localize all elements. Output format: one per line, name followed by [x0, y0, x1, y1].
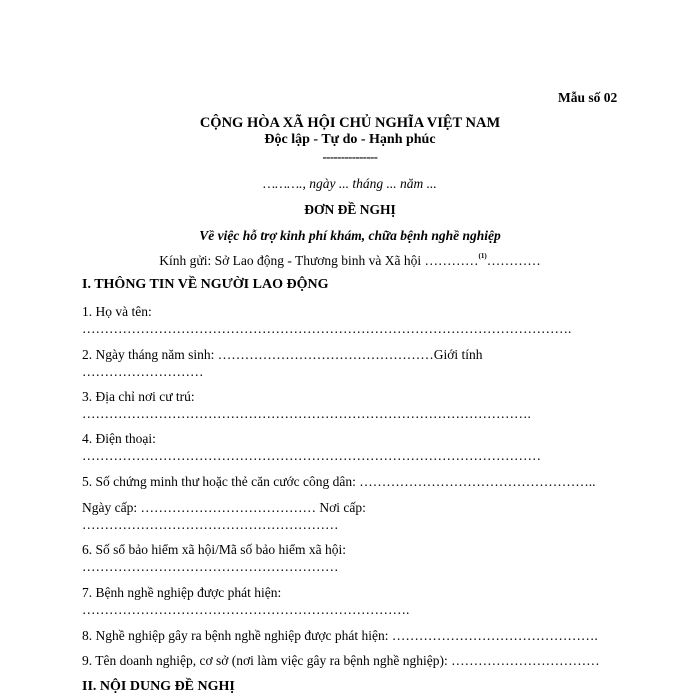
field-phone-label: 4. Điện thoại:	[82, 431, 156, 446]
field-occupation-label: 8. Nghề nghiệp gây ra bệnh nghề nghiệp được phát hiện: ……………………………………….	[82, 628, 598, 643]
field-employer-label: 9. Tên doanh nghiệp, cơ sở (nơi làm việc gây ra bệnh nghề nghiệp): ……………………………	[82, 653, 600, 668]
field-address-blank: ……………………………………………………………………………………….	[82, 406, 531, 421]
section-heading-worker-info: I. THÔNG TIN VỀ NGƯỜI LAO ĐỘNG	[82, 277, 329, 292]
field-full-name-blank: ……………………………………………………………………………………………….	[82, 321, 572, 336]
document-title: ĐƠN ĐỀ NGHỊ	[304, 202, 396, 217]
recipient-line	[0, 251, 700, 268]
section-heading-request-content: II. NỘI DUNG ĐỀ NGHỊ	[82, 679, 235, 694]
field-address-label: 3. Địa chỉ nơi cư trú:	[82, 389, 195, 404]
recipient-text: Kính gửi: Sở Lao động - Thương binh và Xã hội …………	[159, 253, 479, 268]
footnote-marker: (1)	[478, 251, 487, 260]
field-social-insurance-label: 6. Số sổ bảo hiểm xã hội/Mã số bảo hiểm xã hội:	[82, 542, 346, 557]
field-issue-date-label: Ngày cấp: ………………………………… Nơi cấp:	[82, 500, 366, 515]
field-full-name-label: 1. Họ và tên:	[82, 304, 152, 319]
field-phone-blank: …………………………………………………………………………………………	[82, 448, 541, 463]
document-subject: Về việc hỗ trợ kinh phí khám, chữa bệnh nghề nghiệp	[199, 228, 501, 243]
place-date-line: ………., ngày ... tháng ... năm ...	[263, 176, 437, 191]
field-issue-place-blank: …………………………………………………	[82, 517, 339, 532]
field-id-number-label: 5. Số chứng minh thư hoặc thẻ căn cước công dân: ……………………………………………..	[82, 474, 596, 489]
national-motto: Độc lập - Tự do - Hạnh phúc	[264, 132, 436, 147]
field-disease-blank: ……………………………………………………………….	[82, 602, 410, 617]
header-divider: ---------------	[322, 150, 378, 164]
field-disease-label: 7. Bệnh nghề nghiệp được phát hiện:	[82, 585, 282, 600]
field-social-insurance-blank: …………………………………………………	[82, 559, 339, 574]
nation-title: CỘNG HÒA XÃ HỘI CHỦ NGHĨA VIỆT NAM	[199, 115, 501, 131]
form-code: Mẫu số 02	[558, 90, 618, 105]
recipient-tail: …………	[486, 253, 541, 268]
field-gender-blank: ………………………	[82, 364, 204, 379]
field-birth-date-label: 2. Ngày tháng năm sinh: …………………………………………Giới tính	[82, 347, 483, 362]
